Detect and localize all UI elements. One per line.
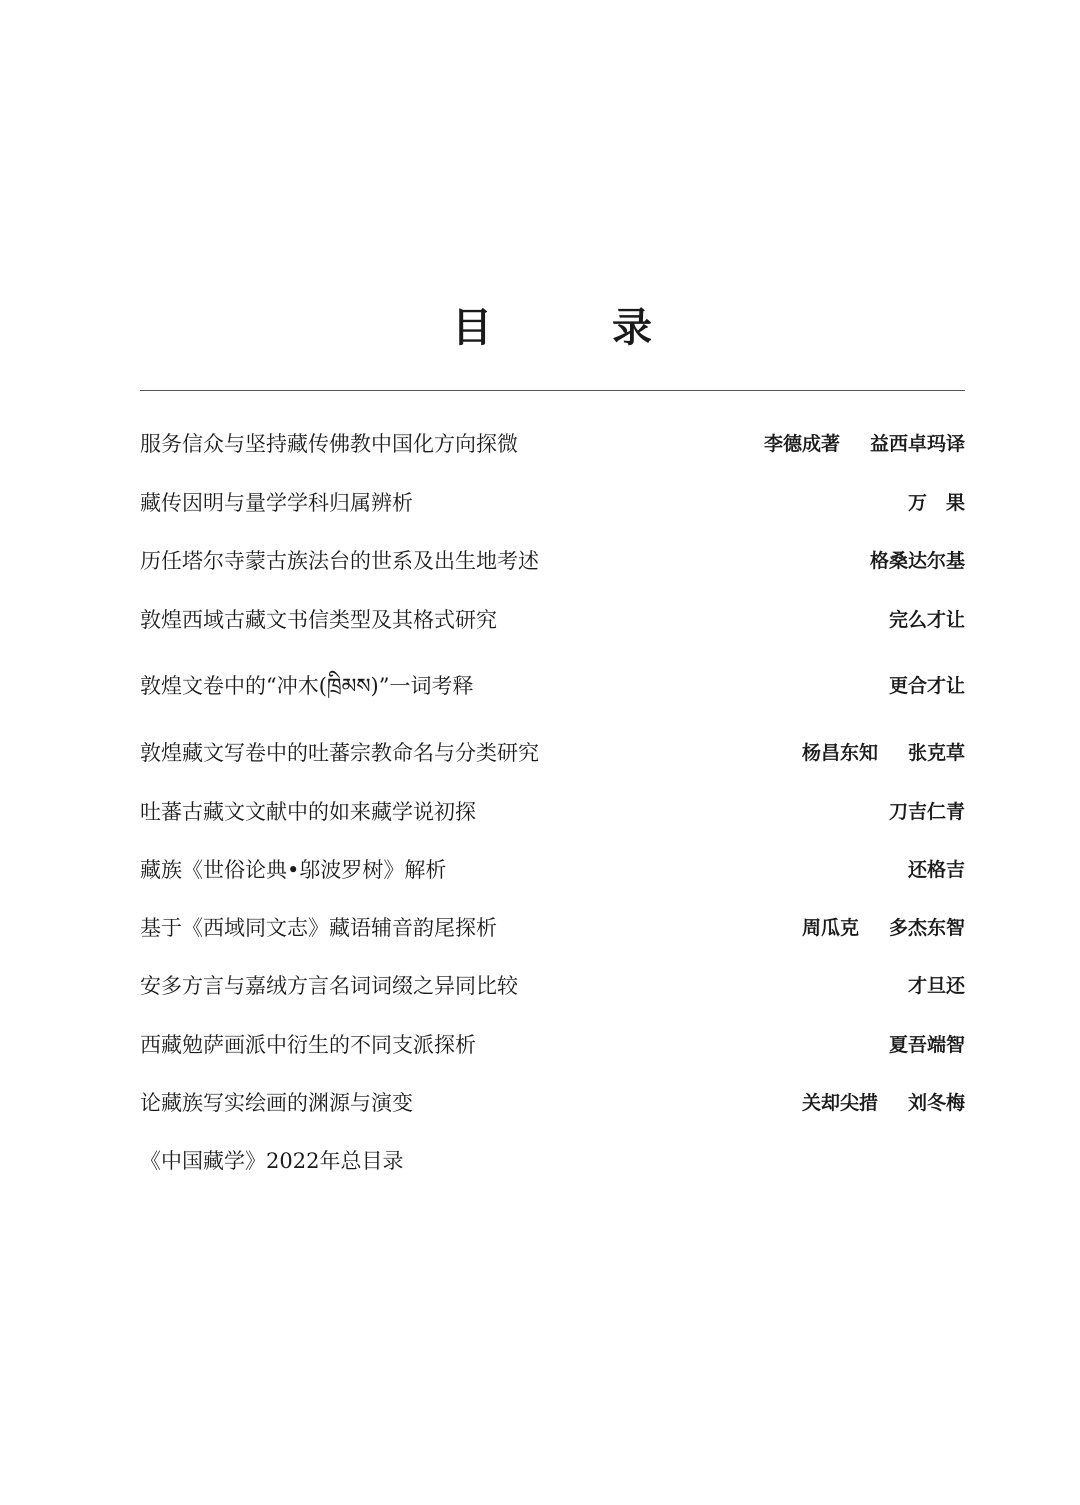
toc-entry-authors xyxy=(889,795,965,829)
toc-entry[interactable] xyxy=(140,486,965,520)
toc-entry-author: 周瓜克 xyxy=(801,917,859,939)
toc-entry-authors xyxy=(802,1086,965,1120)
toc-entry-authors xyxy=(889,669,965,703)
toc-entry-title: 敦煌藏文写卷中的吐蕃宗教命名与分类研究 xyxy=(140,741,539,765)
toc-entry-authors xyxy=(870,544,965,578)
toc-entry-author: 完么才让 xyxy=(888,609,965,631)
toc-entry[interactable] xyxy=(140,736,965,770)
toc-entry-authors xyxy=(802,736,965,770)
toc-entry-author: 刘冬梅 xyxy=(907,1092,965,1114)
toc-entry-author: 多杰东智 xyxy=(888,917,965,939)
toc-entry[interactable] xyxy=(140,1144,965,1178)
toc-entry-title: 敦煌西域古藏文书信类型及其格式研究 xyxy=(140,608,497,632)
page-title-char-1: 目 xyxy=(452,305,492,351)
toc-entry-title: 论藏族写实绘画的渊源与演变 xyxy=(140,1091,413,1115)
toc-entry-authors xyxy=(764,427,965,461)
toc-entry-authors xyxy=(889,1028,965,1062)
toc-entry-author: 更合才让 xyxy=(888,675,965,697)
toc-entry-title: 藏族《世俗论典•邬波罗树》解析 xyxy=(140,858,447,882)
toc-entry-author: 关却尖措 xyxy=(801,1092,878,1114)
toc-entry-author: 益西卓玛译 xyxy=(869,433,965,455)
toc-entry[interactable] xyxy=(140,911,965,945)
toc-entry-title: 服务信众与坚持藏传佛教中国化方向探微 xyxy=(140,432,518,456)
toc-entry[interactable] xyxy=(140,669,965,703)
toc-entry-author: 李德成著 xyxy=(763,433,840,455)
page-title-char-2: 录 xyxy=(612,305,652,351)
toc-entry-title: 敦煌文卷中的“冲木(ཁྲིམས)”一词考释 xyxy=(140,674,474,698)
toc-entry[interactable] xyxy=(140,795,965,829)
toc-entry-title: 基于《西域同文志》藏语辅音韵尾探析 xyxy=(140,916,497,940)
toc-entry[interactable] xyxy=(140,544,965,578)
toc-entry[interactable] xyxy=(140,1086,965,1120)
toc-entry-author: 还格吉 xyxy=(907,859,965,881)
toc-entry[interactable] xyxy=(140,969,965,1003)
toc-entry-title: 吐蕃古藏文文献中的如来藏学说初探 xyxy=(140,800,476,824)
toc-entry-author: 夏吾端智 xyxy=(888,1034,965,1056)
toc-entry-author: 才旦还 xyxy=(907,975,965,997)
toc-entry[interactable] xyxy=(140,603,965,637)
toc-entry-authors xyxy=(908,486,965,520)
toc-entry-author: 杨昌东知 xyxy=(801,742,878,764)
toc-entry[interactable] xyxy=(140,427,965,461)
toc-entry-author: 万 果 xyxy=(907,492,965,514)
toc-entry-title: 历任塔尔寺蒙古族法台的世系及出生地考述 xyxy=(140,549,539,573)
toc-entry[interactable] xyxy=(140,1028,965,1062)
toc-entry-author: 张克草 xyxy=(907,742,965,764)
toc-entry-authors xyxy=(802,911,965,945)
toc-entry-title: 《中国藏学》2022年总目录 xyxy=(140,1149,404,1173)
toc-entry-authors xyxy=(908,853,965,887)
toc-list xyxy=(140,0,965,1505)
toc-entry-author: 刀吉仁青 xyxy=(888,801,965,823)
toc-entry-title: 西藏勉萨画派中衍生的不同支派探析 xyxy=(140,1033,476,1057)
toc-entry-title: 藏传因明与量学学科归属辨析 xyxy=(140,491,413,515)
toc-entry[interactable] xyxy=(140,853,965,887)
toc-entry-authors xyxy=(908,969,965,1003)
toc-entry-authors xyxy=(889,603,965,637)
toc-entry-title: 安多方言与嘉绒方言名词词缀之异同比较 xyxy=(140,974,518,998)
toc-entry-author: 格桑达尔基 xyxy=(869,550,965,572)
